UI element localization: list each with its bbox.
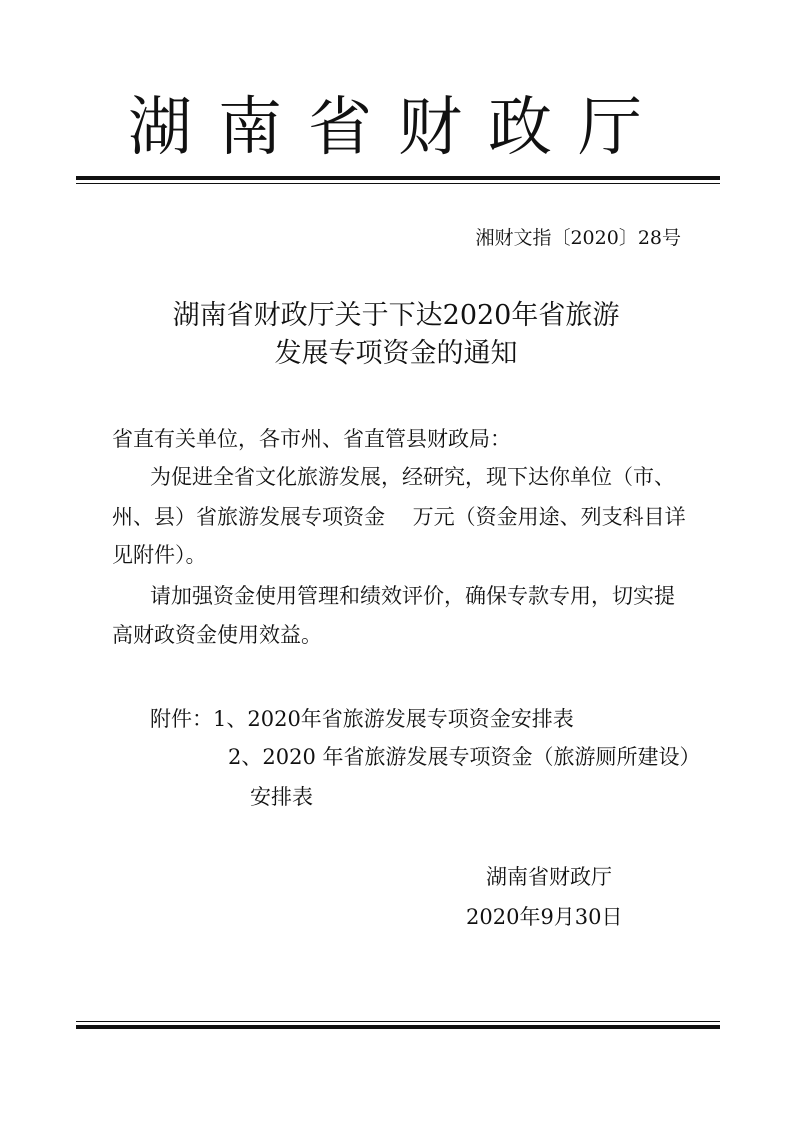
paragraph-1-line-2: 州、县）省旅游发展专项资金 万元（资金用途、列支科目详: [112, 505, 686, 529]
paragraph-1-line-3: 见附件）。: [112, 543, 207, 567]
signature-org: 湖南省财政厅: [486, 865, 612, 889]
paragraph-1-line-1: 为促进全省文化旅游发展，经研究，现下达你单位（市、: [150, 465, 675, 489]
footer-rule-thick: [76, 1025, 720, 1029]
footer-rule-thin: [76, 1021, 720, 1022]
letterhead-rule-thin: [76, 183, 720, 184]
salutation: 省直有关单位，各市州、省直管县财政局：: [112, 427, 511, 451]
document-title-line-2: 发展专项资金的通知: [274, 338, 518, 369]
attachment-item-1: 附件：1、2020年省旅游发展专项资金安排表: [150, 707, 574, 731]
paragraph-2-line-2: 高财政资金使用效益。: [112, 623, 322, 647]
attachment-item-2-line-2: 安排表: [250, 785, 313, 809]
attachment-item-2-line-1: 2、2020 年省旅游发展专项资金（旅游厕所建设）: [228, 745, 701, 769]
paragraph-2-line-1: 请加强资金使用管理和绩效评价，确保专款专用，切实提: [150, 584, 675, 608]
signature-date: 2020年9月30日: [466, 905, 623, 929]
letterhead-rule-thick: [76, 176, 720, 180]
document-title-line-1: 湖南省财政厅关于下达2020年省旅游: [172, 300, 620, 331]
letterhead-title: 湖南省财政厅: [128, 91, 668, 165]
document-number: 湘财文指〔2020〕28号: [475, 227, 681, 249]
